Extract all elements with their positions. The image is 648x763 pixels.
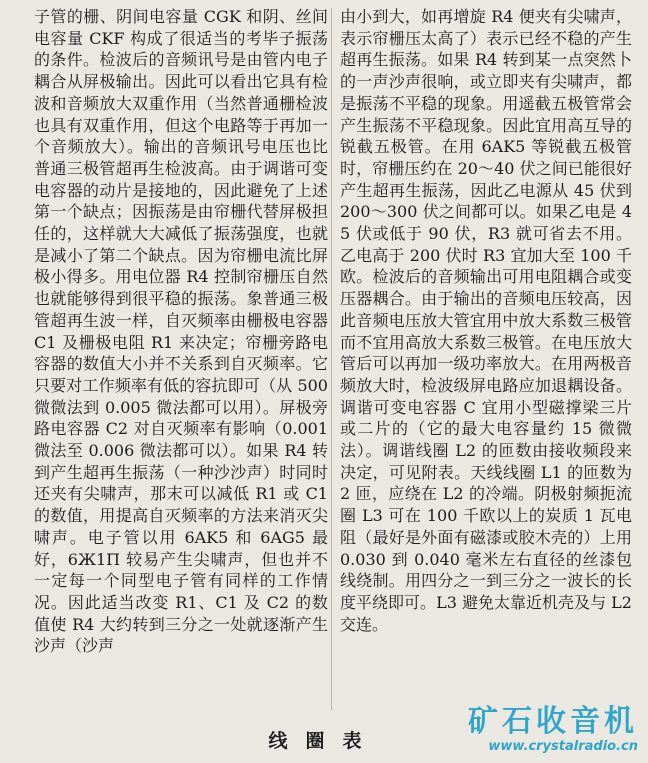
watermark-url: www.crystalradio.cn (488, 739, 638, 754)
text-column-right (340, 6, 632, 635)
column-divider (331, 8, 332, 710)
watermark-logo-text: 矿石收音机 (468, 704, 638, 739)
site-watermark (468, 705, 638, 755)
right-column-text: 由小到大，如再增旋 R4 便夹有尖啸声，表示帘栅压太高了）表示已经不稳的产生超再生振荡。如果 R4 转到某一点突然卜的一声沙声很响，或立即夹有尖啸声，都是振荡不平稳的现象。用遥截五极管常会产生振荡不平稳现象。因此宜用高互导的锐截五极管。在用 6AK5 等锐截五极管时，帘栅压约在 20～40 伏之间已能很好产生超再生振荡，因此乙电源从 45 伏到 200～300 伏之间都可以。如果乙电是 45 伏或低于 90 伏，R3 就可省去不用。乙电高于 200 伏时 R3 宜加大至 100 千欧。检波后的音频输出可用电阻耦合或变压器耦合。由于输出的音频电压较高，因此音频电压放大管宜用中放大系数三极管而不宜用高放大系数三极管。在电压放大管后可以再加一级功率放大。在用两极音频放大时，检波级屏电路应加退耦设备。调谐可变电容器 C 宜用小型磁撑梁三片或二片的（它的最大电容量约 15 微微法）。调谐线圈 L2 的匝数由接收频段来决定，可见附表。天线线圈 L1 的匝数为 2 匝，应绕在 L2 的冷端。阴极射频扼流圈 L3 可在 100 千欧以上的炭质 1 瓦电阻（最好是外面有磁漆或胶木壳的）上用 0.030 到 0.040 毫米左右直径的丝漆包线绕制。用四分之一到三分之一波长的长度平绕即可。L3 避免太靠近机壳及与 L2 交连。 (340, 7, 632, 634)
text-column-left (34, 6, 328, 657)
table-title: 线圈表 (268, 730, 380, 752)
left-column-text: 子管的栅、阴间电容量 CGK 和阴、丝间电容量 CKF 构成了很适当的考毕子振荡的条件。检波后的音频讯号是由管内电子耦合从屏极输出。因此可以看出它具有检波和音频放大双重作用（当然普通栅检波也具有双重作用，但这个电路等于再加一个音频放大）。输出的音频讯号电压也比普通三极管超再生检波高。由于调谐可变电容器的动片是接地的，因此避免了上述第一个缺点；因振荡是由帘栅代替屏极担任的，这样就大大减低了振荡强度，也就是减小了第二个缺点。因为帘栅电流比屏极小得多。用电位器 R4 控制帘栅压自然也就能够得到很平稳的振荡。象普通三极管超再生波一样，自灭频率由栅极电容器 C1 及栅极电阻 R1 来决定；帘栅旁路电容器的数值大小并不关系到自灭频率。它只要对工作频率有低的容抗即可（从 500 微微法到 0.005 微法都可以用）。屏极旁路电容器 C2 对自灭频率有影响（0.001 微法至 0.006 微法都可以）。如果 R4 转到产生超再生振荡（一种沙沙声）时同时还夹有尖啸声，那末可以减低 R1 或 C1 的数值，用提高自灭频率的方法来消灭尖啸声。电子管以用 6AK5 和 6AG5 最好，6Ж1П 较易产生尖啸声，但也并不一定每一个同型电子管有同样的工作情况。因此适当改变 R1、C1 及 C2 的数值使 R4 大约转到三分之一处就逐渐产生沙声（沙声 (34, 7, 328, 656)
